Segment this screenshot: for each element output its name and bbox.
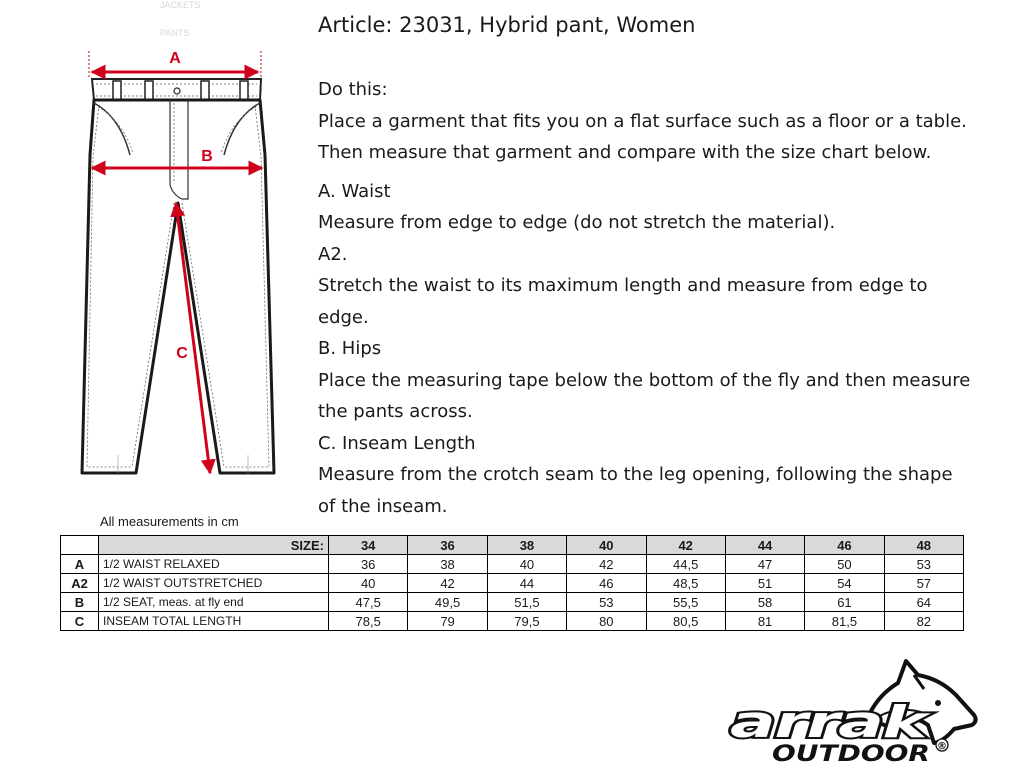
table-cell: 51 (725, 574, 804, 593)
article-title: Article: 23031, Hybrid pant, Women (318, 13, 696, 37)
table-corner (61, 536, 99, 555)
table-cell: 49,5 (408, 593, 487, 612)
table-cell: 61 (805, 593, 884, 612)
size-header: 34 (329, 536, 408, 555)
row-code: C (61, 612, 99, 631)
table-cell: 42 (567, 555, 646, 574)
instruction-line: Stretch the waist to its maximum length and measure from edge to (318, 275, 928, 296)
table-cell: 54 (805, 574, 884, 593)
table-cell: 79 (408, 612, 487, 631)
instruction-line: of the inseam. (318, 495, 448, 517)
arrak-outdoor-logo (728, 655, 984, 765)
table-cell: 81,5 (805, 612, 884, 631)
table-cell: 80,5 (646, 612, 725, 631)
table-cell: 40 (329, 574, 408, 593)
table-cell: 50 (805, 555, 884, 574)
instruction-heading: Do this: (318, 79, 388, 100)
instruction-line: Place the measuring tape below the bottom of the fly and then measure (318, 369, 971, 391)
row-label: 1/2 SEAT, meas. at fly end (99, 593, 329, 612)
table-cell: 38 (408, 555, 487, 574)
table-cell: 80 (567, 612, 646, 631)
size-header: 38 (487, 536, 566, 555)
table-row (61, 612, 964, 631)
table-cell: 53 (884, 555, 963, 574)
row-label: INSEAM TOTAL LENGTH (99, 612, 329, 631)
logo-word-arrak: arrak (730, 697, 932, 748)
label-a: A (169, 50, 181, 67)
row-code: B (61, 593, 99, 612)
instruction-line: edge. (318, 306, 369, 328)
instruction-line: Measure from the crotch seam to the leg opening, following the shape (318, 464, 953, 485)
row-code: A2 (61, 574, 99, 593)
table-cell: 42 (408, 574, 487, 593)
table-cell: 40 (487, 555, 566, 574)
table-cell: 44 (487, 574, 566, 593)
label-c: C (176, 345, 188, 362)
table-cell: 58 (725, 593, 804, 612)
table-row (61, 555, 964, 574)
size-chart-table (60, 535, 964, 631)
hips-heading: B. Hips (318, 338, 382, 359)
label-b: B (201, 148, 213, 165)
row-code: A (61, 555, 99, 574)
size-header: 40 (567, 536, 646, 555)
table-cell: 47 (725, 555, 804, 574)
table-cell: 55,5 (646, 593, 725, 612)
table-cell: 57 (884, 574, 963, 593)
instruction-line: Measure from edge to edge (do not stretch the material). (318, 212, 836, 233)
faint-nav-jackets: JACKETS (160, 0, 201, 10)
table-cell: 44,5 (646, 555, 725, 574)
size-header: 36 (408, 536, 487, 555)
size-header: 46 (805, 536, 884, 555)
table-cell: 46 (567, 574, 646, 593)
table-cell: 53 (567, 593, 646, 612)
table-cell: 82 (884, 612, 963, 631)
table-cell: 79,5 (487, 612, 566, 631)
waist-heading: A. Waist (318, 180, 391, 202)
row-label: 1/2 WAIST RELAXED (99, 555, 329, 574)
waist-stretched-heading: A2. (318, 243, 348, 265)
registered-mark: ® (937, 741, 947, 752)
size-label: SIZE: (99, 536, 329, 555)
size-header: 48 (884, 536, 963, 555)
instruction-line: Place a garment that fits you on a flat surface such as a floor or a table. (318, 110, 967, 132)
instruction-line: Then measure that garment and compare with the size chart below. (318, 142, 932, 163)
table-cell: 47,5 (329, 593, 408, 612)
pants-diagram (78, 45, 288, 485)
instruction-line: the pants across. (318, 401, 473, 422)
table-cell: 78,5 (329, 612, 408, 631)
table-cell: 81 (725, 612, 804, 631)
measuring-instructions (318, 74, 978, 522)
table-header-row (61, 536, 964, 555)
table-cell: 51,5 (487, 593, 566, 612)
inseam-heading: C. Inseam Length (318, 432, 476, 454)
table-row (61, 574, 964, 593)
table-cell: 48,5 (646, 574, 725, 593)
table-row (61, 593, 964, 612)
table-cell: 36 (329, 555, 408, 574)
size-header: 42 (646, 536, 725, 555)
faint-nav-pants: PANTS (160, 28, 190, 38)
units-note: All measurements in cm (100, 514, 239, 529)
table-cell: 64 (884, 593, 963, 612)
row-label: 1/2 WAIST OUTSTRETCHED (99, 574, 329, 593)
size-header: 44 (725, 536, 804, 555)
logo-word-outdoor: OUTDOOR (772, 742, 930, 765)
